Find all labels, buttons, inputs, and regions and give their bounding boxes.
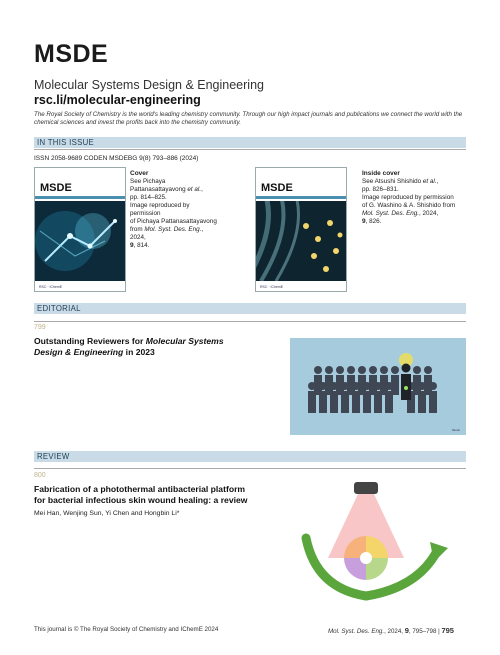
title-text: Outstanding Reviewers for [34,336,146,346]
rsc-blurb: The Royal Society of Chemistry is the world's leading chemistry community. Through our high impact journals and publications we connect the world with the chemical sciences and invest the profits back into the chemistry community. [34,111,463,126]
caption-credit: from [130,226,145,233]
inside-cover-caption [362,170,466,226]
cover-logo: MSDE [40,182,72,194]
caption-text: Pattanasattayavong [130,186,188,193]
caption-year: , 2024, [130,226,204,241]
article-page-number: 799 [34,324,46,331]
caption-text: See Atsushi Shishido [362,178,423,185]
cover-caption [130,170,218,250]
title-text: for bacterial infectious skin wound healing: a review [34,494,248,505]
footer-citation [328,626,454,635]
section-title: REVIEW [37,452,70,461]
caption-journal: Mol. Syst. Des. Eng. [362,210,420,217]
inside-cover-image[interactable] [255,167,347,292]
cover-heading: Cover [130,170,149,177]
article-page-number: 800 [34,472,46,479]
cover-publisher-logos: RSC · IChemE [39,285,63,289]
review-graphic[interactable] [296,478,456,608]
caption-volume: 9 [362,218,366,225]
caption-page: , 814. [133,242,150,249]
inside-cover-artwork [256,201,347,281]
caption-credit: Image reproduced by permission [362,194,454,201]
section-bar-editorial [34,303,466,314]
cover-image[interactable] [34,167,126,292]
footer-volume: 9 [404,626,409,635]
footer-journal: Mol. Syst. Des. Eng. [328,628,385,635]
caption-text: , [436,178,439,185]
editorial-graphic[interactable] [290,338,466,435]
section-title: IN THIS ISSUE [37,138,95,147]
cover-publisher-logos: RSC · IChemE [260,285,284,289]
caption-journal: Mol. Syst. Des. Eng. [144,226,202,233]
review-title[interactable] [34,484,274,505]
footer-pages: , 795–798 | [408,628,442,635]
caption-credit: of G. Washino & A. Shishido from [362,202,456,209]
footer-copyright: This journal is © The Royal Society of Chemistry and IChemE 2024 [34,626,219,633]
svg-text:iStock: iStock [451,428,460,432]
journal-url[interactable]: rsc.li/molecular-engineering [34,93,201,107]
highlighted-person [399,353,413,400]
title-text: in 2023 [123,346,155,357]
cover-pages-link[interactable]: pp. 814–825. [130,194,167,201]
title-text: Fabrication of a photothermal antibacterial platform [34,484,246,494]
caption-year: , 2024, [419,210,439,217]
editorial-title[interactable] [34,336,244,357]
issue-info: ISSN 2058-9689 CODEN MSDEBG 9(8) 793–886 (2024) [34,155,199,162]
divider [34,468,466,469]
caption-credit: of Pichaya Pattanasattayavong [130,218,217,225]
cover-pages-link[interactable]: pp. 826–831. [362,186,399,193]
cover-stripe [256,196,347,199]
caption-text: , [201,186,203,193]
caption-volume: 9 [130,242,134,249]
cover-stripe [35,196,126,199]
section-bar-review [34,451,466,462]
wound-pie [344,536,388,580]
caption-etal: et al. [187,186,202,193]
footer-year: , 2024, [384,628,405,635]
caption-page: , 826. [365,218,382,225]
title-journal: Molecular Systems Design & Engineering [34,336,224,357]
section-bar-in-this-issue [34,137,466,148]
divider [34,149,466,150]
caption-credit: Image reproduced by permission [130,202,190,217]
caption-etal: et al. [422,178,437,185]
journal-full-name: Molecular Systems Design & Engineering [34,78,264,92]
cover-heading: Inside cover [362,170,400,177]
section-title: EDITORIAL [37,304,81,313]
review-authors: Mei Han, Wenjing Sun, Yi Chen and Hongbin Li* [34,510,180,517]
divider [34,321,466,322]
cover-artwork [35,201,126,281]
page-number: 795 [441,626,454,635]
cover-logo: MSDE [261,182,293,194]
journal-brand: MSDE [34,40,109,68]
caption-text: See Pichaya [130,178,166,185]
